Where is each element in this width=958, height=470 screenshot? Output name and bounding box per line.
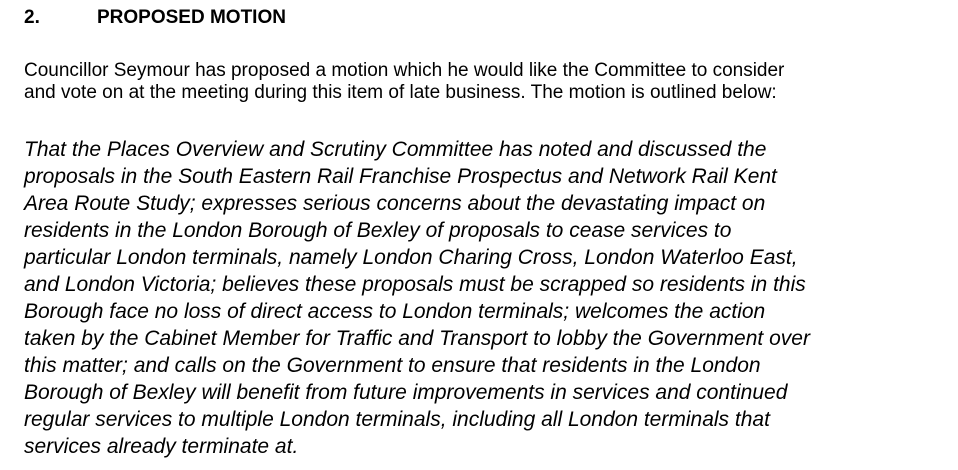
intro-line: and vote on at the meeting during this item of late business. The motion is outlined below: xyxy=(24,82,777,103)
motion-line: particular London terminals, namely London Charing Cross, London Waterloo East, xyxy=(24,246,798,269)
intro-line: Councillor Seymour has proposed a motion which he would like the Committee to consider xyxy=(24,60,785,81)
motion-line: proposals in the South Eastern Rail Franchise Prospectus and Network Rail Kent xyxy=(24,165,777,188)
section-heading xyxy=(24,7,286,29)
motion-text xyxy=(24,136,810,460)
motion-line: residents in the London Borough of Bexley of proposals to cease services to xyxy=(24,219,732,242)
motion-line: Borough face no loss of direct access to London terminals; welcomes the action xyxy=(24,300,766,323)
motion-line: services already terminate at. xyxy=(24,435,299,458)
motion-line: this matter; and calls on the Government to ensure that residents in the London xyxy=(24,354,761,377)
section-title: PROPOSED MOTION xyxy=(97,7,286,28)
motion-line: taken by the Cabinet Member for Traffic and Transport to lobby the Government over xyxy=(24,327,810,350)
intro-paragraph xyxy=(24,60,784,104)
section-number: 2. xyxy=(24,7,40,28)
motion-line: Area Route Study; expresses serious concerns about the devastating impact on xyxy=(24,192,766,215)
motion-line: and London Victoria; believes these proposals must be scrapped so residents in this xyxy=(24,273,806,296)
motion-line: That the Places Overview and Scrutiny Committee has noted and discussed the xyxy=(24,138,767,161)
motion-line: Borough of Bexley will benefit from future improvements in services and continued xyxy=(24,381,788,404)
motion-line: regular services to multiple London terminals, including all London terminals that xyxy=(24,408,770,431)
